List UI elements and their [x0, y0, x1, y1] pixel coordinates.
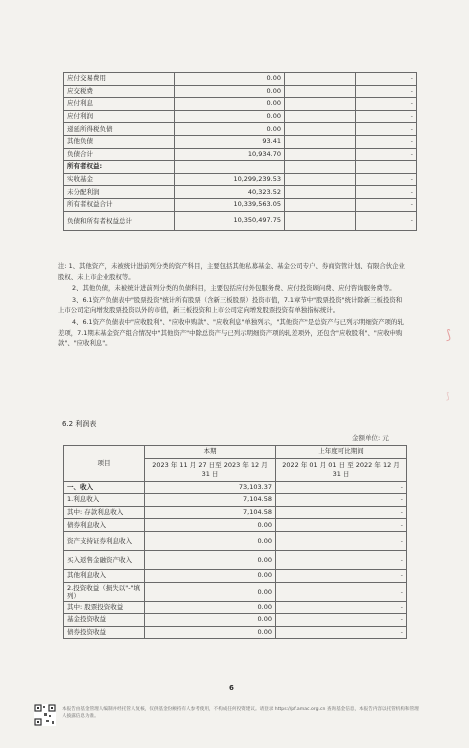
balance-label: 其他负债 [64, 135, 175, 148]
balance-col4: - [356, 173, 417, 186]
note-3: 3、6.1资产负债表中"股票投资"统计所有股票（含新三板股票）投资市值，7.1章节中"股票投资"统计除新三板投资和上市公司定向增发股票投资以外的市值，新三板投资和上市公司定向增发股票投资有单独指标统计。 [58, 295, 403, 315]
income-statement-table [63, 445, 407, 639]
income-label: 其中: 股票投资收益 [64, 601, 145, 614]
notes-block [58, 261, 408, 350]
balance-row [64, 85, 417, 98]
balance-label: 实收基金 [64, 173, 175, 186]
balance-col3 [285, 198, 356, 211]
balance-col4 [356, 161, 417, 174]
income-label: 资产支持证券利息收入 [64, 531, 145, 550]
balance-value: 0.00 [175, 85, 285, 98]
balance-col3 [285, 211, 356, 230]
income-row [64, 582, 407, 601]
balance-label: 应交税费 [64, 85, 175, 98]
header-prior: 上年度可比期间 [276, 446, 407, 459]
note-2: 2、其他负债，未被统计进前列分类的负债科目，主要包括应付外包服务费、应付投资顾问费、应付咨询服务费等。 [72, 284, 396, 293]
balance-label: 所有者权益: [64, 161, 175, 174]
income-row [64, 569, 407, 582]
balance-label: 负债合计 [64, 148, 175, 161]
income-current: 0.00 [145, 550, 276, 569]
note-4: 4、6.1资产负债表中"应收股利"、"应收申购款"、"应收利息"单独列示，"其他资产"是总资产与已列示明细资产项的轧差项，7.1期末基金资产组合情况中"其他资产"中除总资产与已列示明细资产项的轧差项外，还包含"应收股利"、"应收申购款"、"应收利息"。 [58, 317, 404, 348]
balance-row [64, 173, 417, 186]
balance-row [64, 98, 417, 111]
balance-col4: - [356, 198, 417, 211]
income-prior: - [276, 614, 407, 627]
income-current: 7,104.58 [145, 494, 276, 507]
income-row [64, 494, 407, 507]
note-1: 注: 1、其他资产，未被统计进前列分类的资产科目，主要包括其他私募基金、基金公司专户、券商资管计划、有限合伙企业股权、未上市企业股权等。 [58, 262, 405, 281]
income-label: 1.利息收入 [64, 494, 145, 507]
income-label: 其他利息收入 [64, 569, 145, 582]
balance-row [64, 135, 417, 148]
balance-row [64, 73, 417, 86]
balance-row [64, 123, 417, 136]
footer-text: 本报告由基金管理人编制并经托管人复核，仅供基金份额持有人参考使用，不构成任何投资建议。请登录 https://pf.amac.org.cn 查询基金信息，本报告内容以托管机构和管理人披露信息为准。 [62, 707, 419, 719]
balance-col3 [285, 110, 356, 123]
income-current: 73,103.37 [145, 481, 276, 494]
balance-value: 93.41 [175, 135, 285, 148]
income-current: 0.00 [145, 614, 276, 627]
seal-mark-icon: ⟆ [446, 328, 452, 343]
balance-col3 [285, 173, 356, 186]
income-row [64, 550, 407, 569]
balance-col4: - [356, 211, 417, 230]
balance-col3 [285, 161, 356, 174]
income-current: 0.00 [145, 626, 276, 639]
balance-row [64, 186, 417, 199]
income-row [64, 506, 407, 519]
income-label: 其中: 存款利息收入 [64, 506, 145, 519]
income-prior: - [276, 494, 407, 507]
balance-value: 0.00 [175, 123, 285, 136]
balance-col4: - [356, 148, 417, 161]
balance-row [64, 110, 417, 123]
balance-label: 负债和所有者权益总计 [64, 211, 175, 230]
header-prior-period: 2022 年 01 月 01 日 至 2022 年 12 月 31 日 [276, 458, 407, 481]
income-prior: - [276, 626, 407, 639]
balance-col4: - [356, 110, 417, 123]
section-title: 6.2 利润表 [62, 420, 97, 428]
seal-mark-icon-2: ⟆ [446, 392, 450, 402]
income-row [64, 519, 407, 532]
balance-col4: - [356, 135, 417, 148]
balance-col3 [285, 123, 356, 136]
header-current: 本期 [145, 446, 276, 459]
header-item: 项目 [64, 446, 145, 482]
balance-value: 0.00 [175, 98, 285, 111]
income-current: 0.00 [145, 531, 276, 550]
income-prior: - [276, 550, 407, 569]
income-label: 2.投资收益（损失以"-"填列） [64, 582, 145, 601]
balance-label: 递延所得税负债 [64, 123, 175, 136]
income-prior: - [276, 481, 407, 494]
balance-value: 0.00 [175, 73, 285, 86]
balance-col3 [285, 73, 356, 86]
income-current: 0.00 [145, 569, 276, 582]
balance-label: 未分配利润 [64, 186, 175, 199]
income-prior: - [276, 582, 407, 601]
income-current: 0.00 [145, 601, 276, 614]
income-row [64, 531, 407, 550]
balance-col3 [285, 186, 356, 199]
income-label: 基金投资收益 [64, 614, 145, 627]
balance-col4: - [356, 123, 417, 136]
income-row [64, 626, 407, 639]
balance-col3 [285, 148, 356, 161]
income-prior: - [276, 506, 407, 519]
balance-row [64, 211, 417, 230]
income-prior: - [276, 519, 407, 532]
header-current-period: 2023 年 11 月 27 日至 2023 年 12 月 31 日 [145, 458, 276, 481]
balance-value: 10,299,239.53 [175, 173, 285, 186]
balance-value [175, 161, 285, 174]
income-label: 买入返售金融资产收入 [64, 550, 145, 569]
income-row [64, 601, 407, 614]
income-prior: - [276, 531, 407, 550]
income-current: 0.00 [145, 582, 276, 601]
balance-col4: - [356, 186, 417, 199]
balance-row [64, 198, 417, 211]
income-current: 0.00 [145, 519, 276, 532]
balance-label: 所有者权益合计 [64, 198, 175, 211]
income-label: 债券利息收入 [64, 519, 145, 532]
page-number: 6 [229, 684, 234, 692]
balance-label: 应付利润 [64, 110, 175, 123]
income-header-row [64, 446, 407, 459]
balance-value: 10,934.70 [175, 148, 285, 161]
balance-value: 40,323.52 [175, 186, 285, 199]
balance-col4: - [356, 73, 417, 86]
qr-code-icon [34, 704, 56, 726]
unit-label: 金额单位: 元 [352, 434, 389, 442]
balance-sheet-table [63, 72, 417, 231]
balance-value: 10,350,497.75 [175, 211, 285, 230]
balance-col3 [285, 135, 356, 148]
income-prior: - [276, 569, 407, 582]
income-label: 债券投资收益 [64, 626, 145, 639]
balance-row [64, 148, 417, 161]
balance-value: 10,339,563.05 [175, 198, 285, 211]
balance-label: 应付交易费用 [64, 73, 175, 86]
income-current: 7,104.58 [145, 506, 276, 519]
income-prior: - [276, 601, 407, 614]
income-row [64, 614, 407, 627]
balance-row [64, 161, 417, 174]
balance-col3 [285, 98, 356, 111]
balance-label: 应付利息 [64, 98, 175, 111]
income-label: 一、收入 [64, 481, 145, 494]
balance-col3 [285, 85, 356, 98]
balance-col4: - [356, 85, 417, 98]
income-row [64, 481, 407, 494]
balance-col4: - [356, 98, 417, 111]
balance-value: 0.00 [175, 110, 285, 123]
